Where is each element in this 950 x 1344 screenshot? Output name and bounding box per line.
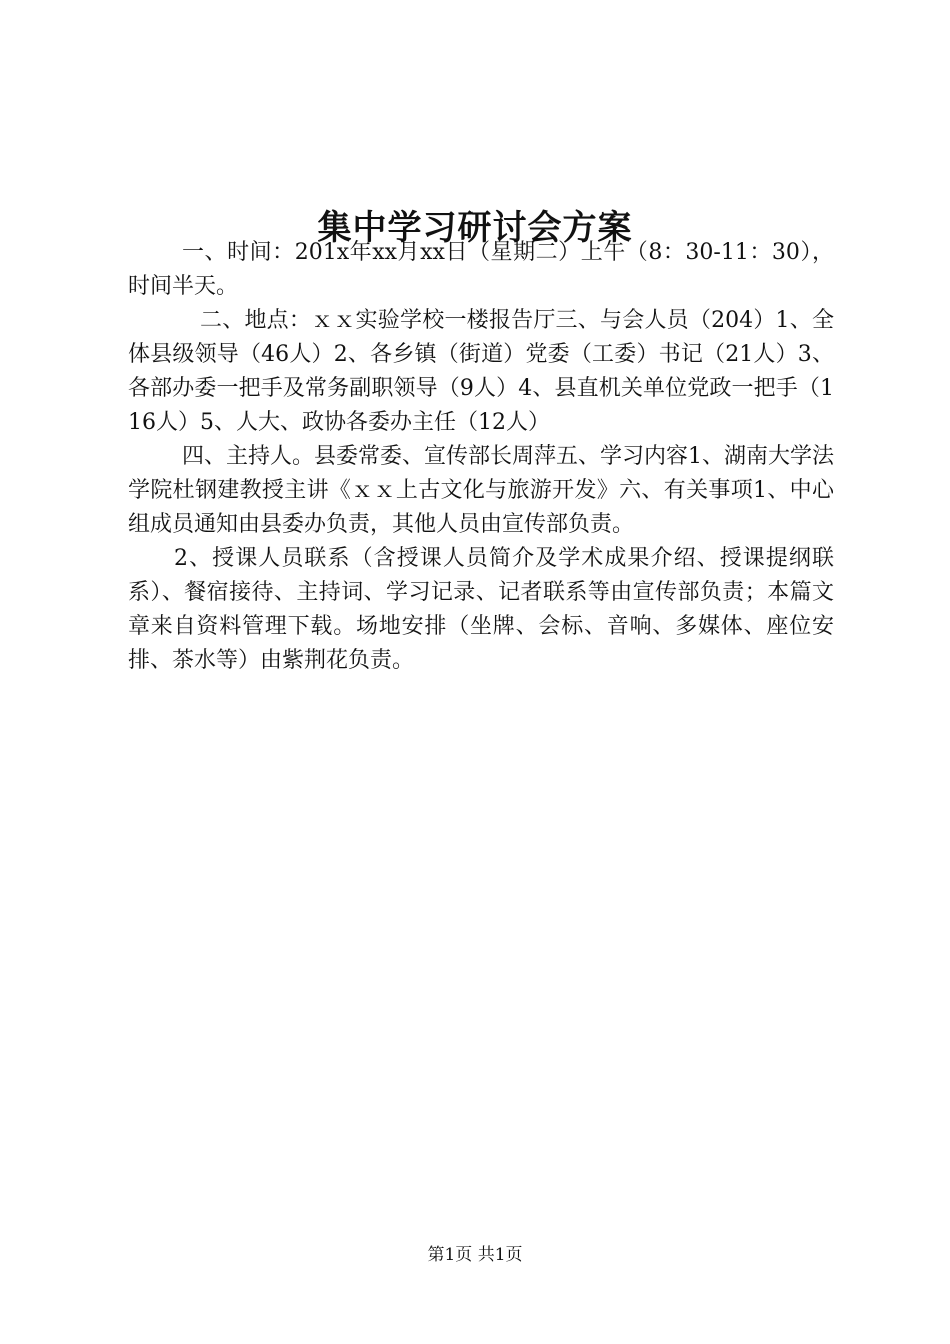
paragraph-arrangements: 2、授课人员联系（含授课人员简介及学术成果介绍、授课提纲联系）、餐宿接待、主持词、学习记录、记者联系等由宣传部负责；本篇文章来自资料管理下载。场地安排（坐牌、会标、音响、多媒体、座位安排、茶水等）由紫荆花负责。 — [128, 546, 834, 673]
document-body — [128, 236, 834, 678]
paragraph-time: 一、时间：201x年xx月xx日（星期二）上午（8：30-11：30），时间半天。 — [128, 240, 834, 299]
paragraph-host-content-matters: 四、主持人。县委常委、宣传部长周萍五、学习内容1、湖南大学法学院杜钢建教授主讲《ｘｘ上古文化与旅游开发》六、有关事项1、中心组成员通知由县委办负责，其他人员由宣传部负责。 — [128, 444, 834, 537]
page-footer: 第1页 共1页 — [427, 1245, 523, 1265]
paragraph-location-attendees: 二、地点：ｘｘ实验学校一楼报告厅三、与会人员（204）1、全体县级领导（46人）2、各乡镇（街道）党委（工委）书记（21人）3、各部办委一把手及常务副职领导（9人）4、县直机关单位党政一把手（116人）5、人大、政协各委办主任（12人） — [128, 308, 834, 435]
document-title: 集中学习研讨会方案 — [317, 207, 633, 248]
